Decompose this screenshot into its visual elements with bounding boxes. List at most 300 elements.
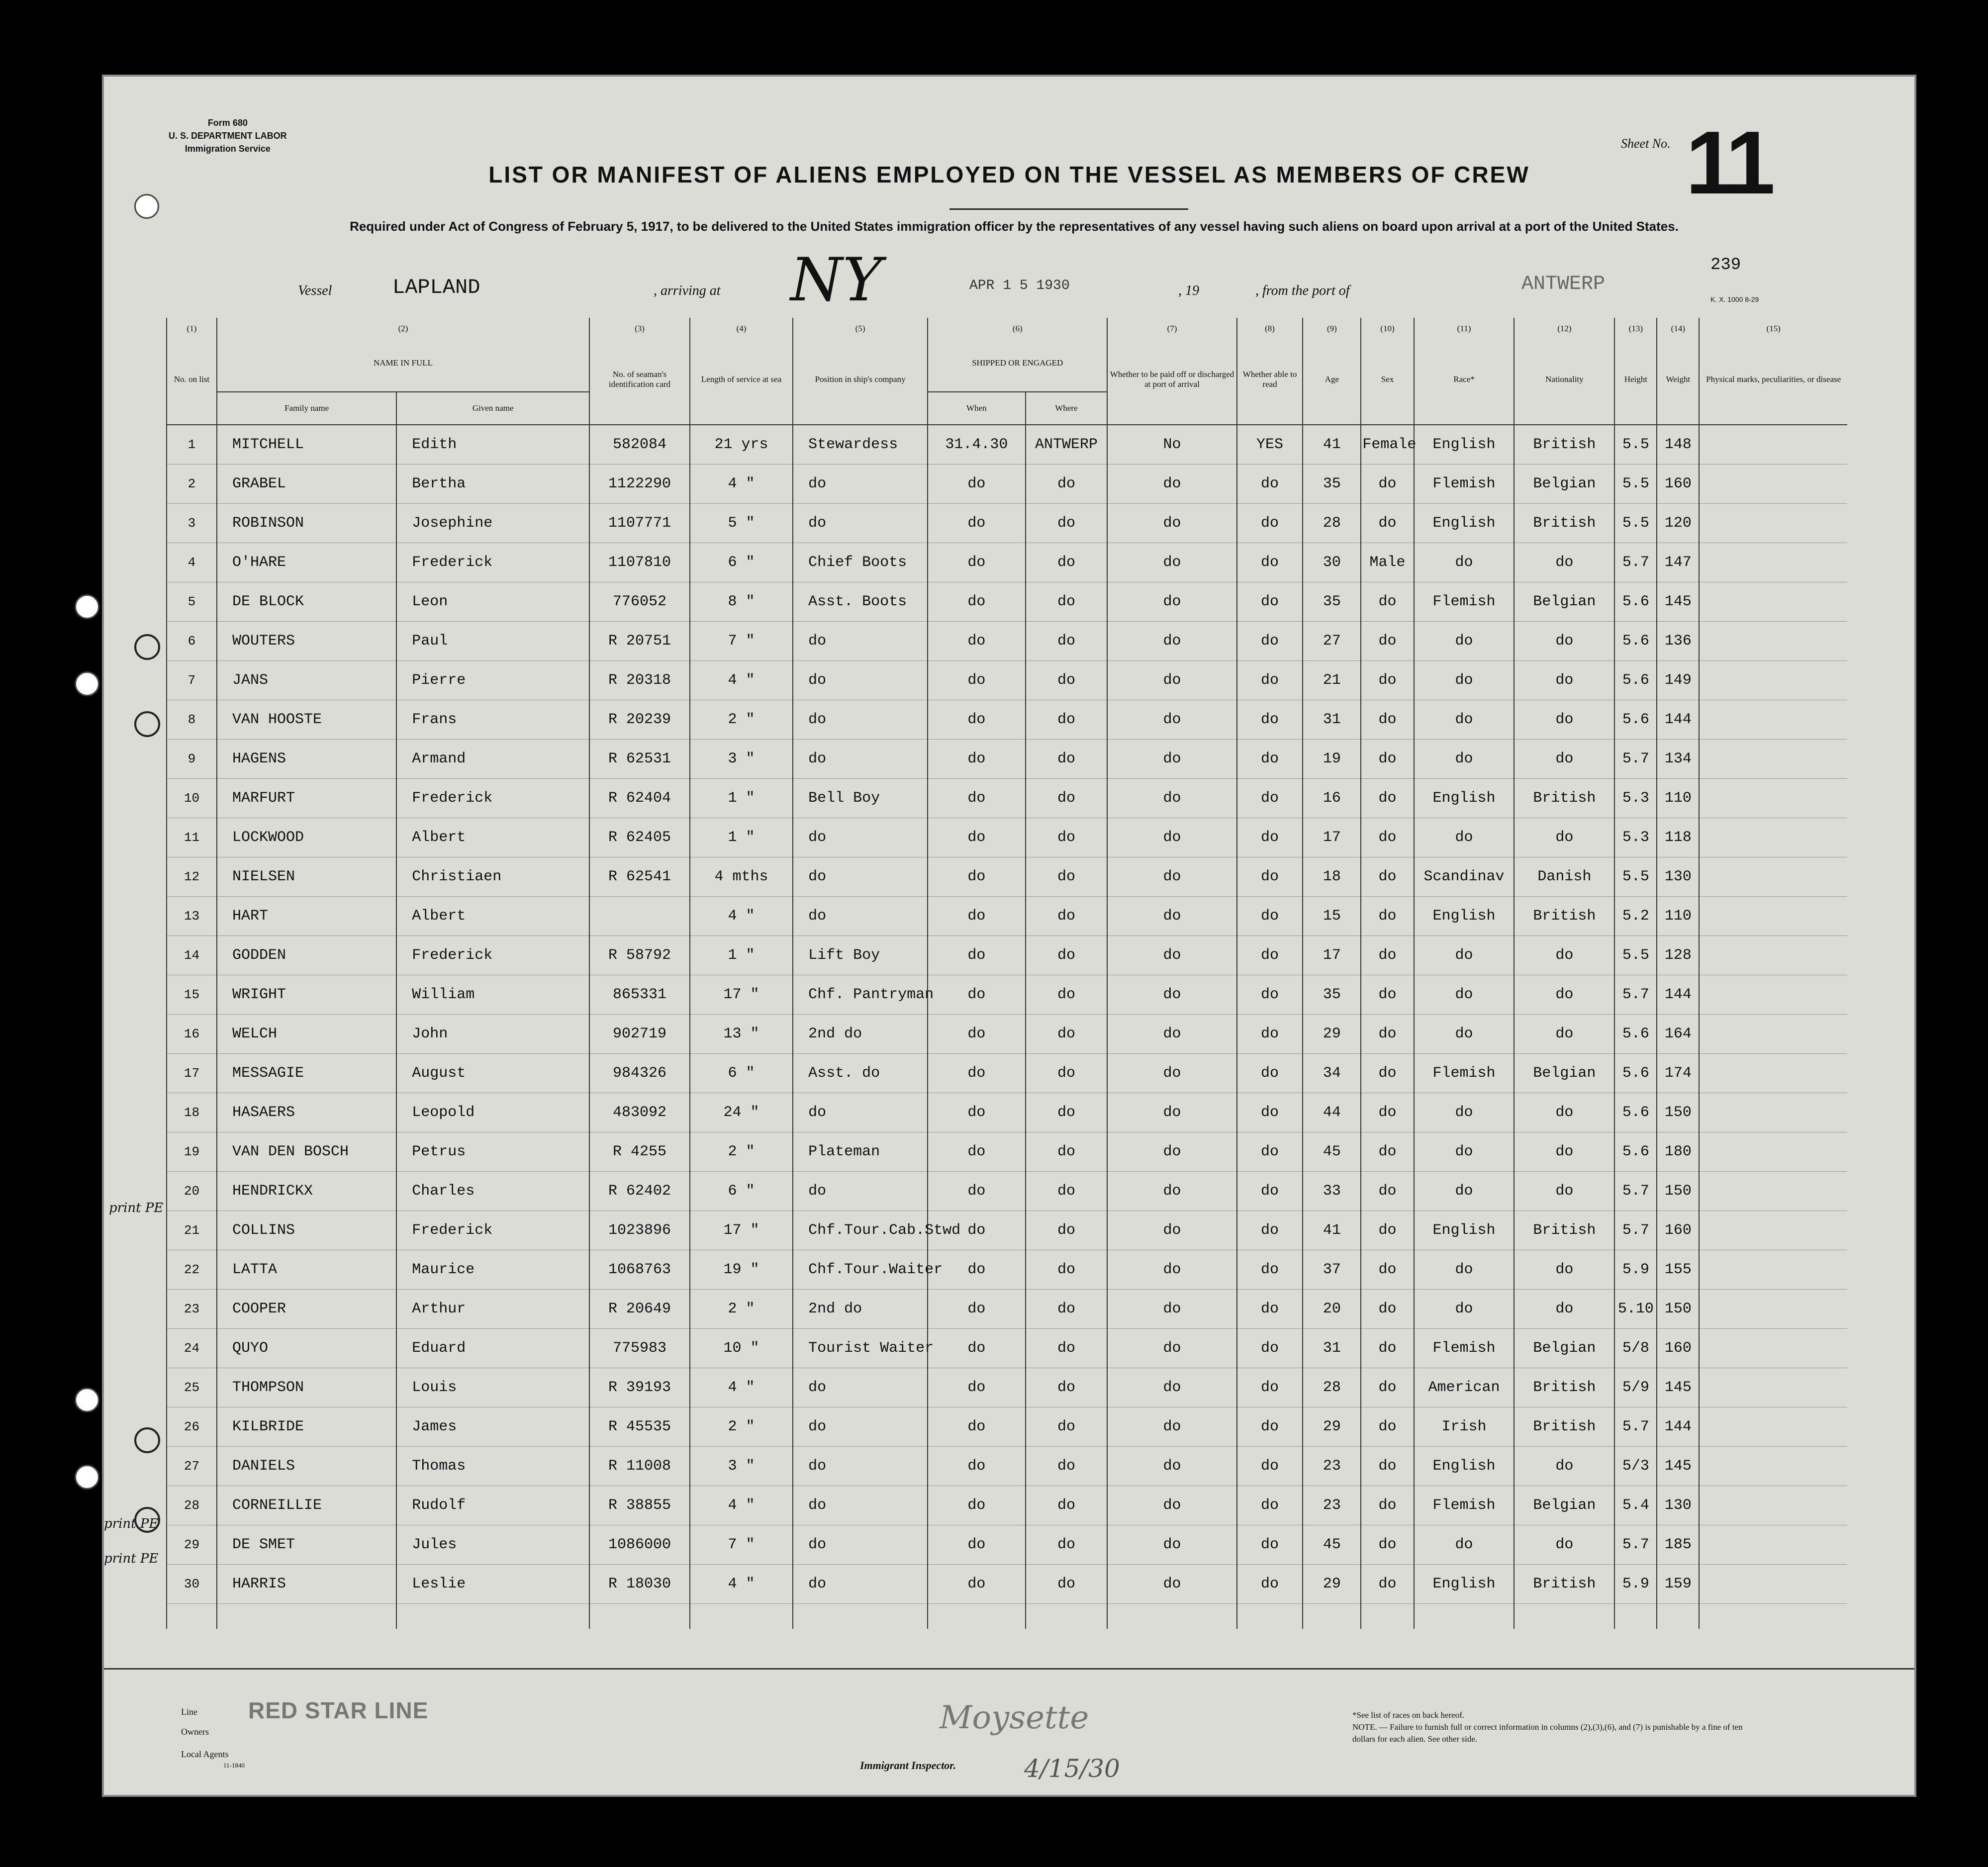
punch-hole [75, 1465, 99, 1490]
family-name-cell: COLLINS [217, 1211, 396, 1250]
sex-cell: do [1361, 1565, 1414, 1604]
empty-cell [1414, 1604, 1515, 1629]
weight-cell: 130 [1657, 1486, 1699, 1525]
table-row [167, 1525, 1847, 1565]
length-of-service-cell: 3 " [690, 740, 793, 779]
col-name-in-full: NAME IN FULL [217, 335, 589, 392]
race-cell: do [1414, 1525, 1515, 1565]
family-name-cell: WRIGHT [217, 975, 396, 1015]
nationality-cell: do [1514, 740, 1614, 779]
shipped-where-cell: do [1026, 897, 1108, 936]
nationality-cell: British [1514, 1368, 1614, 1407]
row-number-cell: 15 [167, 975, 217, 1015]
table-row [167, 700, 1847, 740]
arriving-port-handwritten: NY [790, 246, 882, 315]
family-name-cell: GODDEN [217, 936, 396, 975]
nationality-cell: Belgian [1514, 582, 1614, 622]
length-of-service-cell: 21 yrs [690, 425, 793, 465]
weight-cell: 150 [1657, 1172, 1699, 1211]
paid-off-cell: do [1107, 740, 1236, 779]
paid-off-cell: do [1107, 1054, 1236, 1093]
paid-off-cell: do [1107, 543, 1236, 582]
able-to-read-cell: do [1237, 1407, 1303, 1447]
page-title: LIST OR MANIFEST OF ALIENS EMPLOYED ON THE VESSEL AS MEMBERS OF CREW [488, 162, 1530, 187]
height-cell: 5.5 [1614, 504, 1657, 543]
race-cell: do [1414, 661, 1515, 700]
height-cell: 5/9 [1614, 1368, 1657, 1407]
shipped-when-cell: do [928, 1250, 1026, 1290]
length-of-service-cell: 24 " [690, 1093, 793, 1132]
given-name-cell: Leon [396, 582, 589, 622]
col-family-name: Family name [217, 392, 396, 425]
col-height: Height [1614, 335, 1657, 425]
col-seaman-card: No. of seaman's identification card [589, 335, 690, 425]
seaman-card-cell: 1122290 [589, 465, 690, 504]
weight-cell: 145 [1657, 1447, 1699, 1486]
column-header-row [167, 335, 1847, 392]
row-number-cell: 29 [167, 1525, 217, 1565]
able-to-read-cell: do [1237, 1565, 1303, 1604]
physical-marks-cell [1699, 818, 1847, 857]
empty-cell [217, 1604, 396, 1629]
paid-off-cell: do [1107, 465, 1236, 504]
colnum: (15) [1699, 318, 1847, 335]
manifest-sheet [102, 75, 1916, 1797]
colnum: (3) [589, 318, 690, 335]
family-name-cell: MARFURT [217, 779, 396, 818]
physical-marks-cell [1699, 1329, 1847, 1368]
shipped-when-cell: do [928, 740, 1026, 779]
physical-marks-cell [1699, 1486, 1847, 1525]
nationality-cell: British [1514, 1211, 1614, 1250]
age-cell: 16 [1303, 779, 1361, 818]
paid-off-cell: do [1107, 1250, 1236, 1290]
physical-marks-cell [1699, 779, 1847, 818]
length-of-service-cell: 3 " [690, 1447, 793, 1486]
family-name-cell: HART [217, 897, 396, 936]
seaman-card-cell: R 62531 [589, 740, 690, 779]
weight-cell: 149 [1657, 661, 1699, 700]
sex-cell: do [1361, 1250, 1414, 1290]
empty-cell [396, 1604, 589, 1629]
able-to-read-cell: do [1237, 1093, 1303, 1132]
weight-cell: 118 [1657, 818, 1699, 857]
given-name-cell: Petrus [396, 1132, 589, 1172]
age-cell: 27 [1303, 622, 1361, 661]
paid-off-cell: do [1107, 504, 1236, 543]
shipped-where-cell: do [1026, 1447, 1108, 1486]
paid-off-cell: do [1107, 857, 1236, 897]
position-cell: do [793, 857, 928, 897]
length-of-service-cell: 6 " [690, 1054, 793, 1093]
physical-marks-cell [1699, 1368, 1847, 1407]
seaman-card-cell: R 62404 [589, 779, 690, 818]
paid-off-cell: do [1107, 936, 1236, 975]
height-cell: 5.5 [1614, 936, 1657, 975]
paid-off-cell: do [1107, 975, 1236, 1015]
length-of-service-cell: 2 " [690, 1407, 793, 1447]
position-cell: Bell Boy [793, 779, 928, 818]
nationality-cell: do [1514, 1093, 1614, 1132]
physical-marks-cell [1699, 425, 1847, 465]
colnum: (2) [217, 318, 589, 335]
column-number-row [167, 318, 1847, 335]
row-number-cell: 3 [167, 504, 217, 543]
weight-cell: 136 [1657, 622, 1699, 661]
local-agents-label: Local Agents [181, 1749, 229, 1759]
given-name-cell: Albert [396, 818, 589, 857]
given-name-cell: August [396, 1054, 589, 1093]
race-cell: do [1414, 818, 1515, 857]
able-to-read-cell: do [1237, 936, 1303, 975]
empty-cell [1614, 1604, 1657, 1629]
col-when: When [928, 392, 1026, 425]
sex-cell: do [1361, 1093, 1414, 1132]
shipped-where-cell: do [1026, 1132, 1108, 1172]
seaman-card-cell: R 62541 [589, 857, 690, 897]
position-cell: do [793, 1368, 928, 1407]
punch-hole [75, 594, 99, 619]
length-of-service-cell: 19 " [690, 1250, 793, 1290]
age-cell: 17 [1303, 936, 1361, 975]
row-number-cell: 22 [167, 1250, 217, 1290]
table-row [167, 1211, 1847, 1250]
given-name-cell: Eduard [396, 1329, 589, 1368]
shipped-where-cell: do [1026, 622, 1108, 661]
nationality-cell: British [1514, 1407, 1614, 1447]
punch-hole [134, 1507, 160, 1533]
race-cell: English [1414, 779, 1515, 818]
given-name-cell: Edith [396, 425, 589, 465]
sex-cell: do [1361, 465, 1414, 504]
paid-off-cell: do [1107, 700, 1236, 740]
paid-off-cell: do [1107, 1172, 1236, 1211]
position-cell: do [793, 661, 928, 700]
nationality-cell: do [1514, 1525, 1614, 1565]
table-row [167, 1015, 1847, 1054]
height-cell: 5.2 [1614, 897, 1657, 936]
colnum: (14) [1657, 318, 1699, 335]
length-of-service-cell: 2 " [690, 700, 793, 740]
family-name-cell: DE SMET [217, 1525, 396, 1565]
given-name-cell: Bertha [396, 465, 589, 504]
race-cell: do [1414, 1015, 1515, 1054]
table-row [167, 1565, 1847, 1604]
penalty-note: NOTE. — Failure to furnish full or correct information in columns (2),(3),(6), and (7) is punishable by a fine of ten dollars for each alien. See other side. [1352, 1722, 1743, 1744]
race-cell: do [1414, 1093, 1515, 1132]
able-to-read-cell: do [1237, 1015, 1303, 1054]
seaman-card-cell: 1023896 [589, 1211, 690, 1250]
paid-off-cell: do [1107, 1132, 1236, 1172]
shipped-where-cell: do [1026, 779, 1108, 818]
height-cell: 5.5 [1614, 425, 1657, 465]
sex-cell: do [1361, 1132, 1414, 1172]
colnum: (10) [1361, 318, 1414, 335]
line-label: Line [181, 1707, 197, 1717]
race-cell: English [1414, 504, 1515, 543]
shipped-when-cell: do [928, 543, 1026, 582]
paid-off-cell: do [1107, 661, 1236, 700]
seaman-card-cell: 865331 [589, 975, 690, 1015]
age-cell: 18 [1303, 857, 1361, 897]
table-row [167, 818, 1847, 857]
given-name-cell: Armand [396, 740, 589, 779]
able-to-read-cell: do [1237, 1447, 1303, 1486]
family-name-cell: ROBINSON [217, 504, 396, 543]
shipped-where-cell: do [1026, 1211, 1108, 1250]
height-cell: 5/3 [1614, 1447, 1657, 1486]
race-cell: Flemish [1414, 1486, 1515, 1525]
race-cell: do [1414, 700, 1515, 740]
length-of-service-cell: 6 " [690, 543, 793, 582]
able-to-read-cell: do [1237, 661, 1303, 700]
nationality-cell: Belgian [1514, 465, 1614, 504]
col-able-read: Whether able to read [1237, 335, 1303, 425]
age-cell: 44 [1303, 1093, 1361, 1132]
given-name-cell: Louis [396, 1368, 589, 1407]
sex-cell: do [1361, 1368, 1414, 1407]
position-cell: do [793, 1407, 928, 1447]
seaman-card-cell: 582084 [589, 425, 690, 465]
seaman-card-cell: R 20751 [589, 622, 690, 661]
physical-marks-cell [1699, 936, 1847, 975]
paid-off-cell: do [1107, 1015, 1236, 1054]
age-cell: 41 [1303, 1211, 1361, 1250]
length-of-service-cell: 2 " [690, 1132, 793, 1172]
height-cell: 5.9 [1614, 1565, 1657, 1604]
sex-cell: Female [1361, 425, 1414, 465]
length-of-service-cell: 1 " [690, 779, 793, 818]
position-cell: Chief Boots [793, 543, 928, 582]
sex-cell: do [1361, 1172, 1414, 1211]
paid-off-cell: do [1107, 1525, 1236, 1565]
empty-cell [1237, 1604, 1303, 1629]
able-to-read-cell: do [1237, 582, 1303, 622]
physical-marks-cell [1699, 622, 1847, 661]
weight-cell: 110 [1657, 897, 1699, 936]
race-cell: do [1414, 1290, 1515, 1329]
length-of-service-cell: 7 " [690, 622, 793, 661]
able-to-read-cell: do [1237, 700, 1303, 740]
able-to-read-cell: do [1237, 1172, 1303, 1211]
race-cell: do [1414, 975, 1515, 1015]
nationality-cell: British [1514, 504, 1614, 543]
shipped-where-cell: ANTWERP [1026, 425, 1108, 465]
position-cell: Chf.Tour.Cab.Stwd [793, 1211, 928, 1250]
shipped-where-cell: do [1026, 582, 1108, 622]
empty-cell [1699, 1604, 1847, 1629]
race-cell: do [1414, 936, 1515, 975]
row-number-cell: 25 [167, 1368, 217, 1407]
race-cell: Flemish [1414, 1054, 1515, 1093]
given-name-cell: Leopold [396, 1093, 589, 1132]
weight-cell: 120 [1657, 504, 1699, 543]
seaman-card-cell: 1086000 [589, 1525, 690, 1565]
row-number-cell: 11 [167, 818, 217, 857]
row-number-cell: 30 [167, 1565, 217, 1604]
length-of-service-cell: 10 " [690, 1329, 793, 1368]
height-cell: 5.9 [1614, 1250, 1657, 1290]
weight-cell: 110 [1657, 779, 1699, 818]
footer-code: 11-1840 [223, 1762, 245, 1769]
position-cell: Chf. Pantryman [793, 975, 928, 1015]
position-cell: do [793, 1172, 928, 1211]
row-number-cell: 14 [167, 936, 217, 975]
shipped-when-cell: do [928, 1407, 1026, 1447]
given-name-cell: William [396, 975, 589, 1015]
paid-off-cell: do [1107, 1486, 1236, 1525]
position-cell: do [793, 504, 928, 543]
sex-cell: do [1361, 740, 1414, 779]
from-port-label: , from the port of [1255, 283, 1350, 298]
given-name-cell: Pierre [396, 661, 589, 700]
position-cell: Stewardess [793, 425, 928, 465]
seaman-card-cell: 1107810 [589, 543, 690, 582]
nationality-cell: do [1514, 1015, 1614, 1054]
shipped-when-cell: do [928, 1525, 1026, 1565]
given-name-cell: Albert [396, 897, 589, 936]
nationality-cell: do [1514, 1132, 1614, 1172]
nationality-cell: do [1514, 936, 1614, 975]
able-to-read-cell: do [1237, 857, 1303, 897]
seaman-card-cell: R 18030 [589, 1565, 690, 1604]
shipped-where-cell: do [1026, 857, 1108, 897]
able-to-read-cell: do [1237, 897, 1303, 936]
form-number: Form 680 [207, 118, 248, 128]
shipped-where-cell: do [1026, 1565, 1108, 1604]
table-spacer-row [167, 1604, 1847, 1629]
seaman-card-cell: 1107771 [589, 504, 690, 543]
physical-marks-cell [1699, 1407, 1847, 1447]
given-name-cell: Josephine [396, 504, 589, 543]
row-number-cell: 6 [167, 622, 217, 661]
immigrant-inspector-label: Immigrant Inspector. [860, 1759, 956, 1772]
seaman-card-cell: R 11008 [589, 1447, 690, 1486]
family-name-cell: WOUTERS [217, 622, 396, 661]
height-cell: 5.6 [1614, 1132, 1657, 1172]
height-cell: 5.7 [1614, 740, 1657, 779]
shipped-where-cell: do [1026, 543, 1108, 582]
table-row [167, 1054, 1847, 1093]
able-to-read-cell: do [1237, 1211, 1303, 1250]
able-to-read-cell: YES [1237, 425, 1303, 465]
length-of-service-cell: 4 mths [690, 857, 793, 897]
paid-off-cell: do [1107, 1093, 1236, 1132]
age-cell: 21 [1303, 661, 1361, 700]
empty-cell [1657, 1604, 1699, 1629]
family-name-cell: WELCH [217, 1015, 396, 1054]
able-to-read-cell: do [1237, 779, 1303, 818]
position-cell: do [793, 818, 928, 857]
row-number-cell: 20 [167, 1172, 217, 1211]
table-row [167, 1486, 1847, 1525]
shipped-when-cell: do [928, 818, 1026, 857]
table-row [167, 504, 1847, 543]
length-of-service-cell: 13 " [690, 1015, 793, 1054]
paid-off-cell: do [1107, 1368, 1236, 1407]
race-cell: do [1414, 543, 1515, 582]
row-number-cell: 24 [167, 1329, 217, 1368]
row-number-cell: 9 [167, 740, 217, 779]
sex-cell: do [1361, 818, 1414, 857]
empty-cell [589, 1604, 690, 1629]
sex-cell: do [1361, 1054, 1414, 1093]
physical-marks-cell [1699, 740, 1847, 779]
race-cell: English [1414, 897, 1515, 936]
col-race: Race* [1414, 335, 1515, 425]
position-cell: do [793, 740, 928, 779]
length-of-service-cell: 4 " [690, 1368, 793, 1407]
length-of-service-cell: 4 " [690, 465, 793, 504]
paid-off-cell: do [1107, 1565, 1236, 1604]
seaman-card-cell: R 38855 [589, 1486, 690, 1525]
position-cell: Asst. Boots [793, 582, 928, 622]
position-cell: 2nd do [793, 1015, 928, 1054]
empty-cell [793, 1604, 928, 1629]
nationality-cell: Belgian [1514, 1329, 1614, 1368]
row-number-cell: 8 [167, 700, 217, 740]
vessel-name: LAPLAND [392, 276, 480, 299]
row-number-cell: 16 [167, 1015, 217, 1054]
punch-hole [134, 194, 159, 219]
row-number-cell: 26 [167, 1407, 217, 1447]
able-to-read-cell: do [1237, 1250, 1303, 1290]
family-name-cell: QUYO [217, 1329, 396, 1368]
physical-marks-cell [1699, 975, 1847, 1015]
shipped-where-cell: do [1026, 1407, 1108, 1447]
sex-cell: do [1361, 1447, 1414, 1486]
length-of-service-cell: 4 " [690, 1565, 793, 1604]
department: U. S. DEPARTMENT LABOR [169, 131, 287, 141]
shipped-where-cell: do [1026, 1054, 1108, 1093]
nationality-cell: do [1514, 975, 1614, 1015]
col-nationality: Nationality [1514, 335, 1614, 425]
row-number-cell: 13 [167, 897, 217, 936]
arriving-label: , arriving at [654, 283, 721, 298]
margin-note: print PE [104, 1516, 159, 1531]
age-cell: 34 [1303, 1054, 1361, 1093]
seaman-card-cell: 776052 [589, 582, 690, 622]
row-number-cell: 17 [167, 1054, 217, 1093]
age-cell: 45 [1303, 1525, 1361, 1565]
seaman-card-cell: R 58792 [589, 936, 690, 975]
col-where: Where [1026, 392, 1108, 425]
physical-marks-cell [1699, 504, 1847, 543]
shipped-where-cell: do [1026, 504, 1108, 543]
colnum: (8) [1237, 318, 1303, 335]
physical-marks-cell [1699, 1015, 1847, 1054]
length-of-service-cell: 2 " [690, 1290, 793, 1329]
sex-cell: do [1361, 975, 1414, 1015]
colnum: (6) [928, 318, 1107, 335]
margin-note: print PE [104, 1551, 159, 1566]
shipped-where-cell: do [1026, 1329, 1108, 1368]
age-cell: 28 [1303, 1368, 1361, 1407]
sheet-number-label: Sheet No. [1621, 136, 1671, 151]
nationality-cell: do [1514, 700, 1614, 740]
height-cell: 5.5 [1614, 465, 1657, 504]
shipped-where-cell: do [1026, 1368, 1108, 1407]
shipped-when-cell: do [928, 1211, 1026, 1250]
table-row [167, 622, 1847, 661]
family-name-cell: HARRIS [217, 1565, 396, 1604]
age-cell: 29 [1303, 1015, 1361, 1054]
age-cell: 37 [1303, 1250, 1361, 1290]
given-name-cell: Frans [396, 700, 589, 740]
height-cell: 5.7 [1614, 1525, 1657, 1565]
date-stamp: APR 1 5 1930 [969, 278, 1070, 293]
age-cell: 45 [1303, 1132, 1361, 1172]
